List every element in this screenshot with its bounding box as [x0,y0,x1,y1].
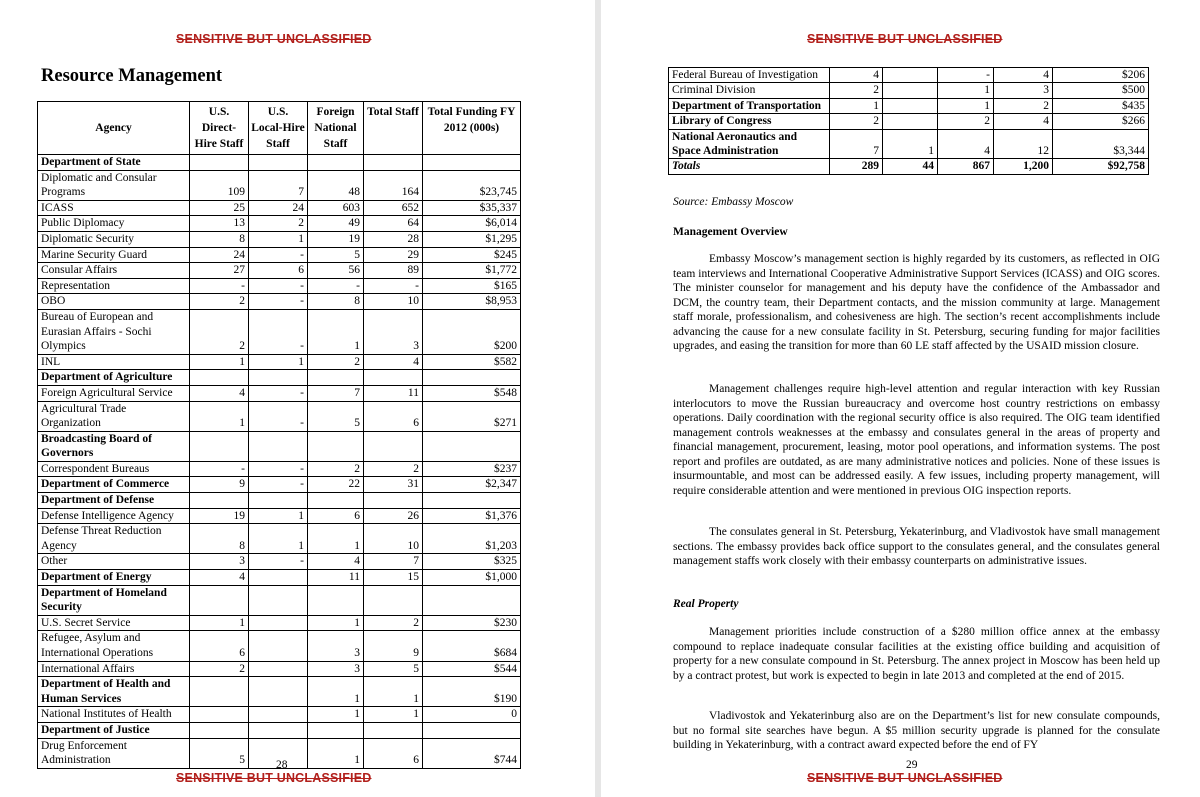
table-header-row [38,102,521,155]
cell-funding: $8,953 [423,294,521,310]
cell-direct: 5 [190,738,249,768]
cell-local [883,68,938,83]
classification-banner-bottom-right: SENSITIVE BUT UNCLASSIFIED [807,771,1003,785]
cell-foreign: 22 [308,477,364,493]
cell-foreign: 1 [938,98,994,113]
resource-table [37,101,521,769]
cell-agency: Federal Bureau of Investigation [669,68,830,83]
cell-local [249,677,308,707]
cell-direct: 4 [190,570,249,586]
cell-direct: 1 [830,98,883,113]
cell-agency: Drug Enforcement Administration [38,738,190,768]
cell-local [249,707,308,723]
cell-agency: Department of Defense [38,493,190,509]
cell-direct: 2 [190,309,249,354]
cell-foreign: 1 [308,524,364,554]
cell-direct [190,585,249,615]
cell-total: 3 [994,83,1053,98]
cell-total: 29 [364,247,423,263]
cell-total: 2 [364,615,423,631]
table-row [38,508,521,524]
cell-total: - [364,278,423,294]
cell-direct: 1 [190,401,249,431]
cell-funding: 0 [423,707,521,723]
cell-funding: $190 [423,677,521,707]
cell-direct [190,370,249,386]
col-header-agency: Agency [38,102,190,155]
section-title-real-property: Real Property [673,598,739,610]
cell-total: 164 [364,170,423,200]
cell-direct: 25 [190,200,249,216]
cell-direct: 7 [830,129,883,159]
cell-total [364,585,423,615]
cell-foreign [308,431,364,461]
cell-agency: Department of State [38,155,190,171]
cell-foreign: 1 [938,83,994,98]
cell-total: 1 [364,707,423,723]
cell-funding: $1,772 [423,263,521,279]
table-row [38,385,521,401]
paragraph-text: The consulates general in St. Petersburg, Yekaterinburg, and Vladivostok have small management sections. The embassy provides back office support to the consulates general, and the consulates general management staffs work closely with their embassy counterparts on administrative issues. [673,526,1160,567]
cell-local: - [249,247,308,263]
cell-funding: $230 [423,615,521,631]
cell-agency: Defense Threat Reduction Agency [38,524,190,554]
cell-total: 5 [364,661,423,677]
cell-agency: U.S. Secret Service [38,615,190,631]
cell-funding [423,370,521,386]
table-row [38,661,521,677]
cell-total: 652 [364,200,423,216]
cell-funding: $23,745 [423,170,521,200]
total-direct: 289 [830,159,883,174]
paragraph-text: Management priorities include construction of a $280 million office annex at the embassy compound to replace inadequate consular facilities at the existing office building and acquisition of property for a new consulate compound in St. Petersburg. The annex project in Moscow has been held up by a contract protest, but work is expected to begin in late 2013 and completed at the end of 2015. [673,626,1160,682]
cell-agency: Department of Agriculture [38,370,190,386]
cell-local [249,722,308,738]
cell-agency: Department of Homeland Security [38,585,190,615]
cell-agency: INL [38,354,190,370]
table-row [38,231,521,247]
cell-total: 31 [364,477,423,493]
table-row [38,370,521,386]
cell-foreign [308,155,364,171]
cell-total: 2 [994,98,1053,113]
paragraph-property-1 [673,625,1160,683]
cell-total: 2 [364,461,423,477]
cell-total: 4 [994,68,1053,83]
cell-local: - [249,461,308,477]
table-row [38,524,521,554]
cell-local [249,155,308,171]
cell-funding: $1,376 [423,508,521,524]
cell-foreign: 1 [308,738,364,768]
cell-direct: 24 [190,247,249,263]
paragraph-text: Vladivostok and Yekaterinburg also are on the Department’s list for new consulate compounds, but no formal site searches have begun. A $5 million security upgrade is planned for the consulate building in Yekaterinburg, with a contract award expected before the end of FY [673,710,1160,751]
cell-foreign: - [938,68,994,83]
table-body-continued [669,68,1149,175]
cell-local [249,631,308,661]
cell-total: 10 [364,294,423,310]
cell-foreign: 5 [308,401,364,431]
cell-total [364,722,423,738]
col-header-direct-hire: U.S. Direct-Hire Staff [190,102,249,155]
cell-total: 26 [364,508,423,524]
cell-agency: Consular Affairs [38,263,190,279]
cell-agency: Department of Transportation [669,98,830,113]
cell-funding: $2,347 [423,477,521,493]
col-header-total-funding: Total Funding FY 2012 (000s) [423,102,521,155]
cell-agency: Representation [38,278,190,294]
classification-banner-top-right: SENSITIVE BUT UNCLASSIFIED [807,32,1003,46]
cell-funding: $1,295 [423,231,521,247]
cell-local: 2 [249,216,308,232]
cell-foreign [308,585,364,615]
cell-agency: International Affairs [38,661,190,677]
cell-local: 7 [249,170,308,200]
cell-direct: 3 [190,554,249,570]
table-row [38,570,521,586]
cell-foreign: - [308,278,364,294]
cell-direct: 8 [190,231,249,247]
cell-agency: Other [38,554,190,570]
cell-direct: 2 [830,83,883,98]
cell-total: 12 [994,129,1053,159]
cell-local: 24 [249,200,308,216]
cell-agency: Department of Energy [38,570,190,586]
cell-funding: $435 [1053,98,1149,113]
cell-funding: $266 [1053,114,1149,129]
cell-funding [423,431,521,461]
cell-funding: $500 [1053,83,1149,98]
cell-funding: $548 [423,385,521,401]
cell-foreign: 3 [308,661,364,677]
cell-funding: $1,203 [423,524,521,554]
cell-foreign [308,370,364,386]
cell-direct: 6 [190,631,249,661]
page-number-right: 29 [906,759,918,771]
table-row [38,677,521,707]
cell-agency: Department of Commerce [38,477,190,493]
cell-foreign: 56 [308,263,364,279]
cell-funding: $271 [423,401,521,431]
cell-foreign: 49 [308,216,364,232]
col-header-total-staff: Total Staff [364,102,423,155]
cell-total: 4 [364,354,423,370]
cell-total: 7 [364,554,423,570]
cell-direct [190,677,249,707]
cell-local [883,98,938,113]
cell-funding: $744 [423,738,521,768]
total-local: 44 [883,159,938,174]
cell-direct [190,155,249,171]
cell-agency: Department of Health and Human Services [38,677,190,707]
table-row [38,615,521,631]
cell-foreign: 6 [308,508,364,524]
cell-total: 28 [364,231,423,247]
table-row [38,461,521,477]
cell-funding: $165 [423,278,521,294]
cell-local: - [249,278,308,294]
cell-local [883,114,938,129]
cell-agency: National Institutes of Health [38,707,190,723]
left-page [0,0,595,797]
table-row [38,278,521,294]
cell-local [249,615,308,631]
cell-agency: OBO [38,294,190,310]
total-total: 1,200 [994,159,1053,174]
cell-foreign: 7 [308,385,364,401]
cell-local [249,570,308,586]
cell-funding: $237 [423,461,521,477]
cell-funding: $544 [423,661,521,677]
cell-agency: Marine Security Guard [38,247,190,263]
cell-direct: 1 [190,354,249,370]
paragraph-text: Management challenges require high-level attention and regular interaction with key Russian interlocutors to move the Russian bureaucracy and overcome host country restrictions on embassy operations. Daily coordination with the regional security office is also required. The OIG team identified management controls weaknesses at the embassy and consulates general in the areas of property and financial management, procurement, leasing, motor pool operations, and information systems. The post report and profiles are outdated, as are many administrative notices and policies. None of these issues is insurmountable, and most can be addressed easily. A few issues, including property management, will require considerable attention and were mentioned in previous OIG inspection reports. [673,383,1160,497]
cell-agency: Agricultural Trade Organization [38,401,190,431]
cell-total [364,431,423,461]
cell-total: 11 [364,385,423,401]
cell-local [249,585,308,615]
table-row [38,631,521,661]
cell-foreign: 1 [308,677,364,707]
cell-funding: $1,000 [423,570,521,586]
cell-agency: Correspondent Bureaus [38,461,190,477]
cell-local: - [249,294,308,310]
cell-local: - [249,385,308,401]
cell-direct: 27 [190,263,249,279]
cell-agency: Criminal Division [669,83,830,98]
table-row [38,155,521,171]
cell-foreign: 603 [308,200,364,216]
cell-funding [423,722,521,738]
cell-local: - [249,309,308,354]
cell-total: 6 [364,738,423,768]
cell-total: 6 [364,401,423,431]
cell-total: 64 [364,216,423,232]
cell-foreign: 8 [308,294,364,310]
cell-local: 1 [249,524,308,554]
cell-direct: - [190,461,249,477]
table-row [38,585,521,615]
table-row [38,309,521,354]
table-row [38,554,521,570]
paragraph-text: Embassy Moscow’s management section is highly regarded by its customers, as reflected in OIG team interviews and International Cooperative Administrative Support Services (ICASS) and OIG scores. The minister counselor for management and his deputy have the confidence of the Ambassador and DCM, the country team, their Department contacts, and the mission community at large. Management staff morale, professionalism, and cohesiveness are high. The section’s recent accomplishments include advancing the cause for a new consulate facility in St. Petersburg, securing funding for major facilities upgrades, and easing the transition for more than 60 LE staff affected by the USAID mission closure. [673,253,1160,352]
classification-banner-top: SENSITIVE BUT UNCLASSIFIED [176,32,372,46]
cell-funding: $245 [423,247,521,263]
table-row [38,170,521,200]
cell-funding [423,155,521,171]
cell-direct: 13 [190,216,249,232]
cell-direct: 2 [190,661,249,677]
table-row [38,354,521,370]
cell-foreign: 2 [308,461,364,477]
cell-direct: 2 [830,114,883,129]
cell-direct: 19 [190,508,249,524]
table-row [38,431,521,461]
cell-local: 1 [249,354,308,370]
classification-banner-bottom: SENSITIVE BUT UNCLASSIFIED [176,771,372,785]
cell-funding: $200 [423,309,521,354]
cell-local [249,661,308,677]
cell-agency: ICASS [38,200,190,216]
cell-agency: Library of Congress [669,114,830,129]
cell-funding: $35,337 [423,200,521,216]
table-row [38,477,521,493]
cell-foreign: 4 [938,129,994,159]
cell-foreign: 4 [308,554,364,570]
cell-total: 15 [364,570,423,586]
cell-total [364,155,423,171]
paragraph-overview-1 [673,252,1160,354]
cell-agency: Department of Justice [38,722,190,738]
cell-direct: 1 [190,615,249,631]
cell-agency: Diplomatic and Consular Programs [38,170,190,200]
cell-foreign: 2 [938,114,994,129]
cell-foreign: 1 [308,309,364,354]
cell-direct: 8 [190,524,249,554]
cell-local: 1 [883,129,938,159]
col-header-foreign-national: Foreign National Staff [308,102,364,155]
cell-foreign: 19 [308,231,364,247]
paragraph-overview-2 [673,382,1160,498]
table-row [38,722,521,738]
cell-agency: Refugee, Asylum and International Operations [38,631,190,661]
page-number-left: 28 [276,759,288,771]
cell-agency: Diplomatic Security [38,231,190,247]
table-source: Source: Embassy Moscow [673,196,794,208]
total-foreign: 867 [938,159,994,174]
cell-direct [190,707,249,723]
cell-foreign: 48 [308,170,364,200]
cell-total [364,370,423,386]
cell-local [249,493,308,509]
cell-foreign: 2 [308,354,364,370]
page-title: Resource Management [41,66,223,86]
cell-local [249,431,308,461]
cell-funding [423,585,521,615]
cell-total: 9 [364,631,423,661]
table-row [669,129,1149,159]
cell-direct: 109 [190,170,249,200]
section-title-management-overview: Management Overview [673,226,788,238]
table-row [38,707,521,723]
cell-direct: 4 [830,68,883,83]
table-row [38,263,521,279]
cell-agency: Bureau of European and Eurasian Affairs - Sochi Olympics [38,309,190,354]
total-agency: Totals [669,159,830,174]
cell-foreign: 3 [308,631,364,661]
cell-direct [190,493,249,509]
cell-foreign [308,722,364,738]
cell-funding: $6,014 [423,216,521,232]
cell-foreign [308,493,364,509]
cell-foreign: 1 [308,615,364,631]
col-header-local-hire: U.S. Local-Hire Staff [249,102,308,155]
cell-direct: 2 [190,294,249,310]
table-row [38,493,521,509]
cell-total [364,493,423,509]
cell-direct: 4 [190,385,249,401]
paragraph-overview-3 [673,525,1160,569]
cell-total: 10 [364,524,423,554]
cell-agency: Defense Intelligence Agency [38,508,190,524]
table-body [38,155,521,769]
cell-direct [190,722,249,738]
cell-direct [190,431,249,461]
cell-agency: National Aeronautics and Space Administration [669,129,830,159]
cell-local: 6 [249,263,308,279]
cell-direct: 9 [190,477,249,493]
cell-agency: Foreign Agricultural Service [38,385,190,401]
table-row [669,114,1149,129]
table-row [669,68,1149,83]
cell-funding: $582 [423,354,521,370]
cell-funding: $206 [1053,68,1149,83]
paragraph-property-2 [673,709,1160,753]
cell-local: - [249,477,308,493]
cell-local: 1 [249,508,308,524]
table-row [669,98,1149,113]
total-funding: $92,758 [1053,159,1149,174]
cell-local: - [249,554,308,570]
cell-local [249,370,308,386]
cell-funding: $3,344 [1053,129,1149,159]
cell-funding: $325 [423,554,521,570]
cell-foreign: 11 [308,570,364,586]
cell-local: 1 [249,231,308,247]
table-row [38,294,521,310]
cell-agency: Public Diplomacy [38,216,190,232]
cell-total: 89 [364,263,423,279]
cell-local: - [249,401,308,431]
cell-foreign: 5 [308,247,364,263]
table-row [38,247,521,263]
cell-funding: $684 [423,631,521,661]
cell-funding [423,493,521,509]
totals-row [669,159,1149,174]
cell-foreign: 1 [308,707,364,723]
cell-direct: - [190,278,249,294]
resource-table-continued [668,67,1149,175]
cell-agency: Broadcasting Board of Governors [38,431,190,461]
cell-total: 1 [364,677,423,707]
cell-total: 3 [364,309,423,354]
cell-total: 4 [994,114,1053,129]
table-row [38,216,521,232]
table-row [38,401,521,431]
table-row [669,83,1149,98]
cell-local [883,83,938,98]
table-row [38,200,521,216]
